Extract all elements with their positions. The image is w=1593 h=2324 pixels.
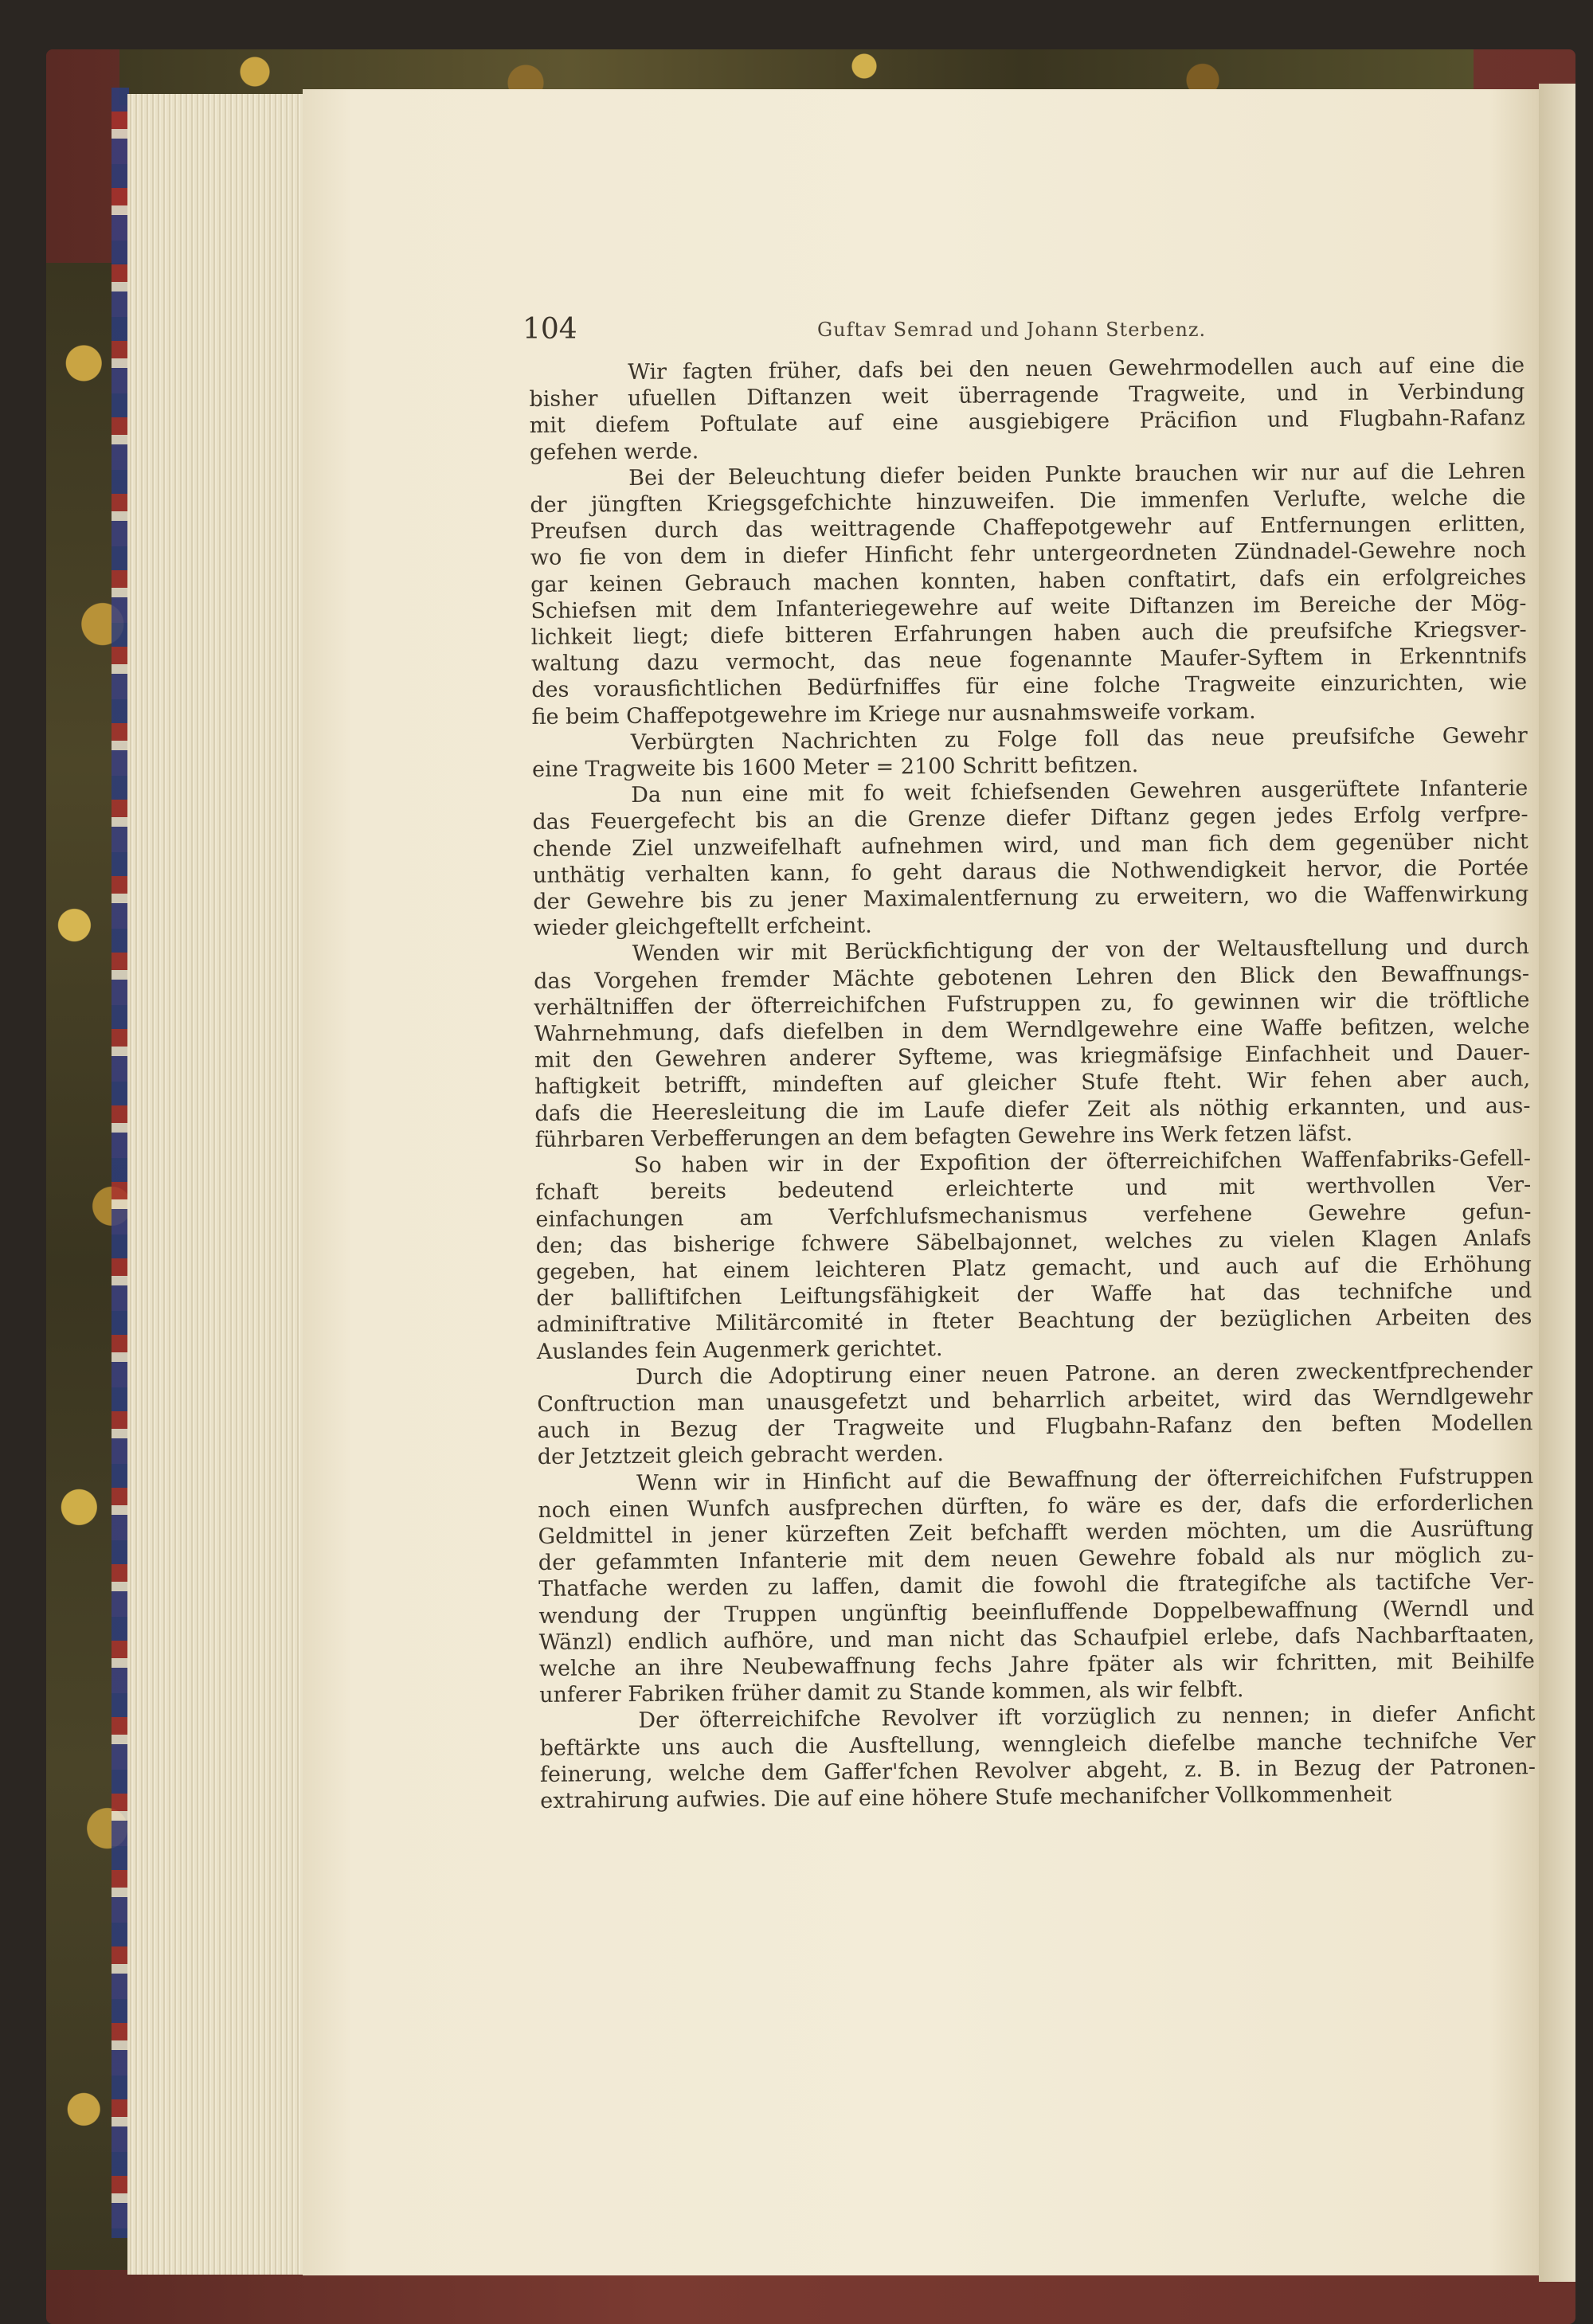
text-line: Da nun eine mit fo weit fchiefsenden Gewehren ausgerüftete Infanterie [631, 776, 1528, 808]
text-line: führbaren Verbefferungen an dem befagten Gewehre ins Werk fetzen läfst. [534, 1121, 1353, 1152]
text-line: extrahirung aufwies. Die auf eine höhere Stufe mechanifcher Vollkommenheit [540, 1782, 1392, 1813]
text-line: welche an ihre Neubewaffnung fechs Jahre fpäter als wir fchritten, mit Beihilfe [538, 1649, 1535, 1681]
paragraph [532, 722, 1528, 783]
marbled-spine-strip [112, 88, 129, 2238]
text-line: Wir fagten früher, dafs bei den neuen Gewehrmodellen auch auf eine die [628, 353, 1525, 385]
text-line: Geldmittel in jener kürzeften Zeit befchafft werden möchten, um die Ausrüftung [538, 1516, 1534, 1549]
text-line: verhältniffen der öfterreichifchen Fufstruppen zu, fo gewinnen wir die tröftliche [534, 988, 1530, 1020]
text-line: noch einen Wunfch ausfprechen dürften, fo wäre es der, dafs die erforderlichen [538, 1489, 1534, 1523]
text-line: lichkeit liegt; diefe bitteren Erfahrungen haben auch die preufsifche Kriegsver- [530, 617, 1527, 651]
text-line: unferer Fabriken früher damit zu Stande kommen, als wir felbft. [539, 1677, 1244, 1708]
text-line: dafs die Heeresleitung die im Laufe diefer Zeit als nöthig erkannten, und aus- [534, 1093, 1531, 1126]
text-line: gar keinen Gebrauch machen konnten, haben conftatirt, dafs ein erfolgreiches [530, 564, 1527, 597]
text-line: eine Tragweite bis 1600 Meter = 2100 Schritt befitzen. [531, 753, 1139, 783]
body-text [529, 352, 1536, 1814]
running-head [523, 312, 1518, 347]
text-line: chende Ziel unzweifelhaft aufnehmen wird, und man fich dem gegenüber nicht [532, 828, 1528, 862]
text-line: wendung der Truppen ungünftig beeinfluffende Doppelbewaffnung (Werndl und [538, 1595, 1535, 1629]
text-line: feinerung, welche dem Gaffer'fchen Revolver abgeht, z. B. in Bezug der Patronen- [539, 1754, 1536, 1787]
text-line: So haben wir in der Expofition der öfterreichifchen Waffenfabriks-Gefell- [633, 1146, 1532, 1179]
paragraph [535, 1145, 1532, 1364]
text-line: Wahrnehmung, dafs diefelben in dem Werndlgewehre eine Waffe befitzen, welche [534, 1014, 1530, 1047]
paragraph [530, 458, 1528, 730]
text-line: Bei der Beleuchtung diefer beiden Punkte brauchen wir nur auf die Lehren [628, 458, 1526, 491]
text-line: Thatfache werden zu laffen, damit die fowohl die ftrategifche als tactifche Ver- [538, 1569, 1535, 1602]
text-line: einfachungen am Verfchlufsmechanismus verfehene Gewehre gefun- [535, 1199, 1532, 1232]
text-line: Der öfterreichifche Revolver ift vorzüglich zu nennen; in diefer Anficht [638, 1701, 1536, 1734]
text-line: haftigkeit betrifft, mindeften auf gleicher Stufe fteht. Wir fehen aber auch, [534, 1066, 1531, 1100]
paragraph [537, 1357, 1533, 1471]
text-line: bisher ufuellen Diftanzen weit überragende Tragweite, und in Verbindung [529, 379, 1525, 413]
text-line: den; das bisherige fchwere Säbelbajonnet, welches zu vielen Klagen Anlafs [535, 1225, 1532, 1258]
text-line: Wenn wir in Hinficht auf die Bewaffnung der öfterreichifchen Fufstruppen [636, 1463, 1534, 1496]
running-title: Guftav Semrad und Johann Sterbenz. [817, 319, 1207, 341]
text-line: der balliftifchen Leiftungsfähigkeit der Waffe hat das technifche und [536, 1278, 1532, 1312]
text-line: Preufsen durch das weittragende Chaffepotgewehr auf Entfernungen erlitten, [530, 511, 1526, 545]
text-line: unthätig verhalten kann, fo geht daraus die Nothwendigkeit hervor, die Portée [532, 855, 1529, 888]
text-line: Wänzl) endlich aufhöre, und man nicht das Schaufpiel erlebe, dafs Nachbarftaaten, [538, 1622, 1535, 1655]
text-line: mit diefem Poftulate auf eine ausgiebigere Präcifion und Flugbahn-Rafanz [529, 405, 1525, 439]
text-line: adminiftrative Militärcomité in fteter Beachtung der bezüglichen Arbeiten des [536, 1305, 1532, 1338]
facing-page-edge [1539, 84, 1575, 2282]
page-number: 104 [523, 313, 577, 346]
text-line: Auslandes fein Augenmerk gerichtet. [536, 1336, 943, 1364]
text-line: das Feuergefecht bis an die Grenze diefer Diftanz gegen jedes Erfolg verfpre- [532, 802, 1528, 835]
text-line: Durch die Adoptirung einer neuen Patrone. an deren zweckentfprechender [635, 1357, 1533, 1390]
text-line: gegeben, hat einem leichteren Platz gemacht, und auch auf die Erhöhung [535, 1252, 1532, 1285]
paragraph [538, 1463, 1535, 1709]
text-line: Verbürgten Nachrichten zu Folge foll das neue preufsifche Gewehr [630, 723, 1528, 755]
text-line: Schiefsen mit dem Infanteriegewehre auf weite Diftanzen im Bereiche der Mög- [530, 591, 1527, 624]
text-line: wieder gleichgeftellt erfcheint. [533, 913, 872, 941]
text-line: mit den Gewehren anderer Syfteme, was kriegmäfsige Einfachheit und Dauer- [534, 1040, 1530, 1074]
text-line: beftärkte uns auch die Ausftellung, wenngleich diefelbe manche technifche Ver [539, 1727, 1536, 1761]
text-line: der Gewehre bis zu jener Maximalentfernung zu erweitern, wo die Waffenwirkung [533, 882, 1529, 915]
text-line: gefehen werde. [529, 438, 699, 465]
paragraph [534, 934, 1531, 1153]
text-line: das Vorgehen fremder Mächte gebotenen Lehren den Blick den Bewaffnungs- [534, 961, 1530, 994]
paragraph [532, 775, 1529, 941]
text-line: waltung dazu vermocht, das neue fogenannte Maufer-Syftem in Erkenntnifs [530, 644, 1528, 677]
page-edges [127, 94, 304, 2275]
text-line: auch in Bezug der Tragweite und Flugbahn-Rafanz den beften Modellen [537, 1410, 1533, 1444]
text-line: Wenden wir mit Berückfichtigung der von der Weltausftellung und durch [632, 934, 1529, 967]
text-line: der Jetztzeit gleich gebracht werden. [537, 1442, 945, 1470]
text-line: fie beim Chaffepotgewehre im Kriege nur ausnahmsweife vorkam. [531, 698, 1256, 730]
paragraph [539, 1700, 1536, 1814]
paragraph [529, 352, 1525, 466]
text-line: wo fie von dem in diefer Hinficht fehr untergeordneten Zündnadel-Gewehre noch [530, 538, 1527, 571]
text-line: Conftruction man unausgefetzt und beharrlich arbeitet, wird das Werndlgewehr [537, 1384, 1533, 1417]
text-line: des vorausfichtlichen Bedürfniffes für eine folche Tragweite einzurichten, wie [531, 670, 1528, 703]
text-line: der jüngften Kriegsgefchichte hinzuweifen. Die immenfen Verlufte, welche die [530, 485, 1526, 518]
text-line: der gefammten Infanterie mit dem neuen Gewehre fobald als nur möglich zu- [538, 1543, 1534, 1576]
text-line: fchaft bereits bedeutend erleichterte und mit werthvollen Ver- [535, 1172, 1532, 1206]
